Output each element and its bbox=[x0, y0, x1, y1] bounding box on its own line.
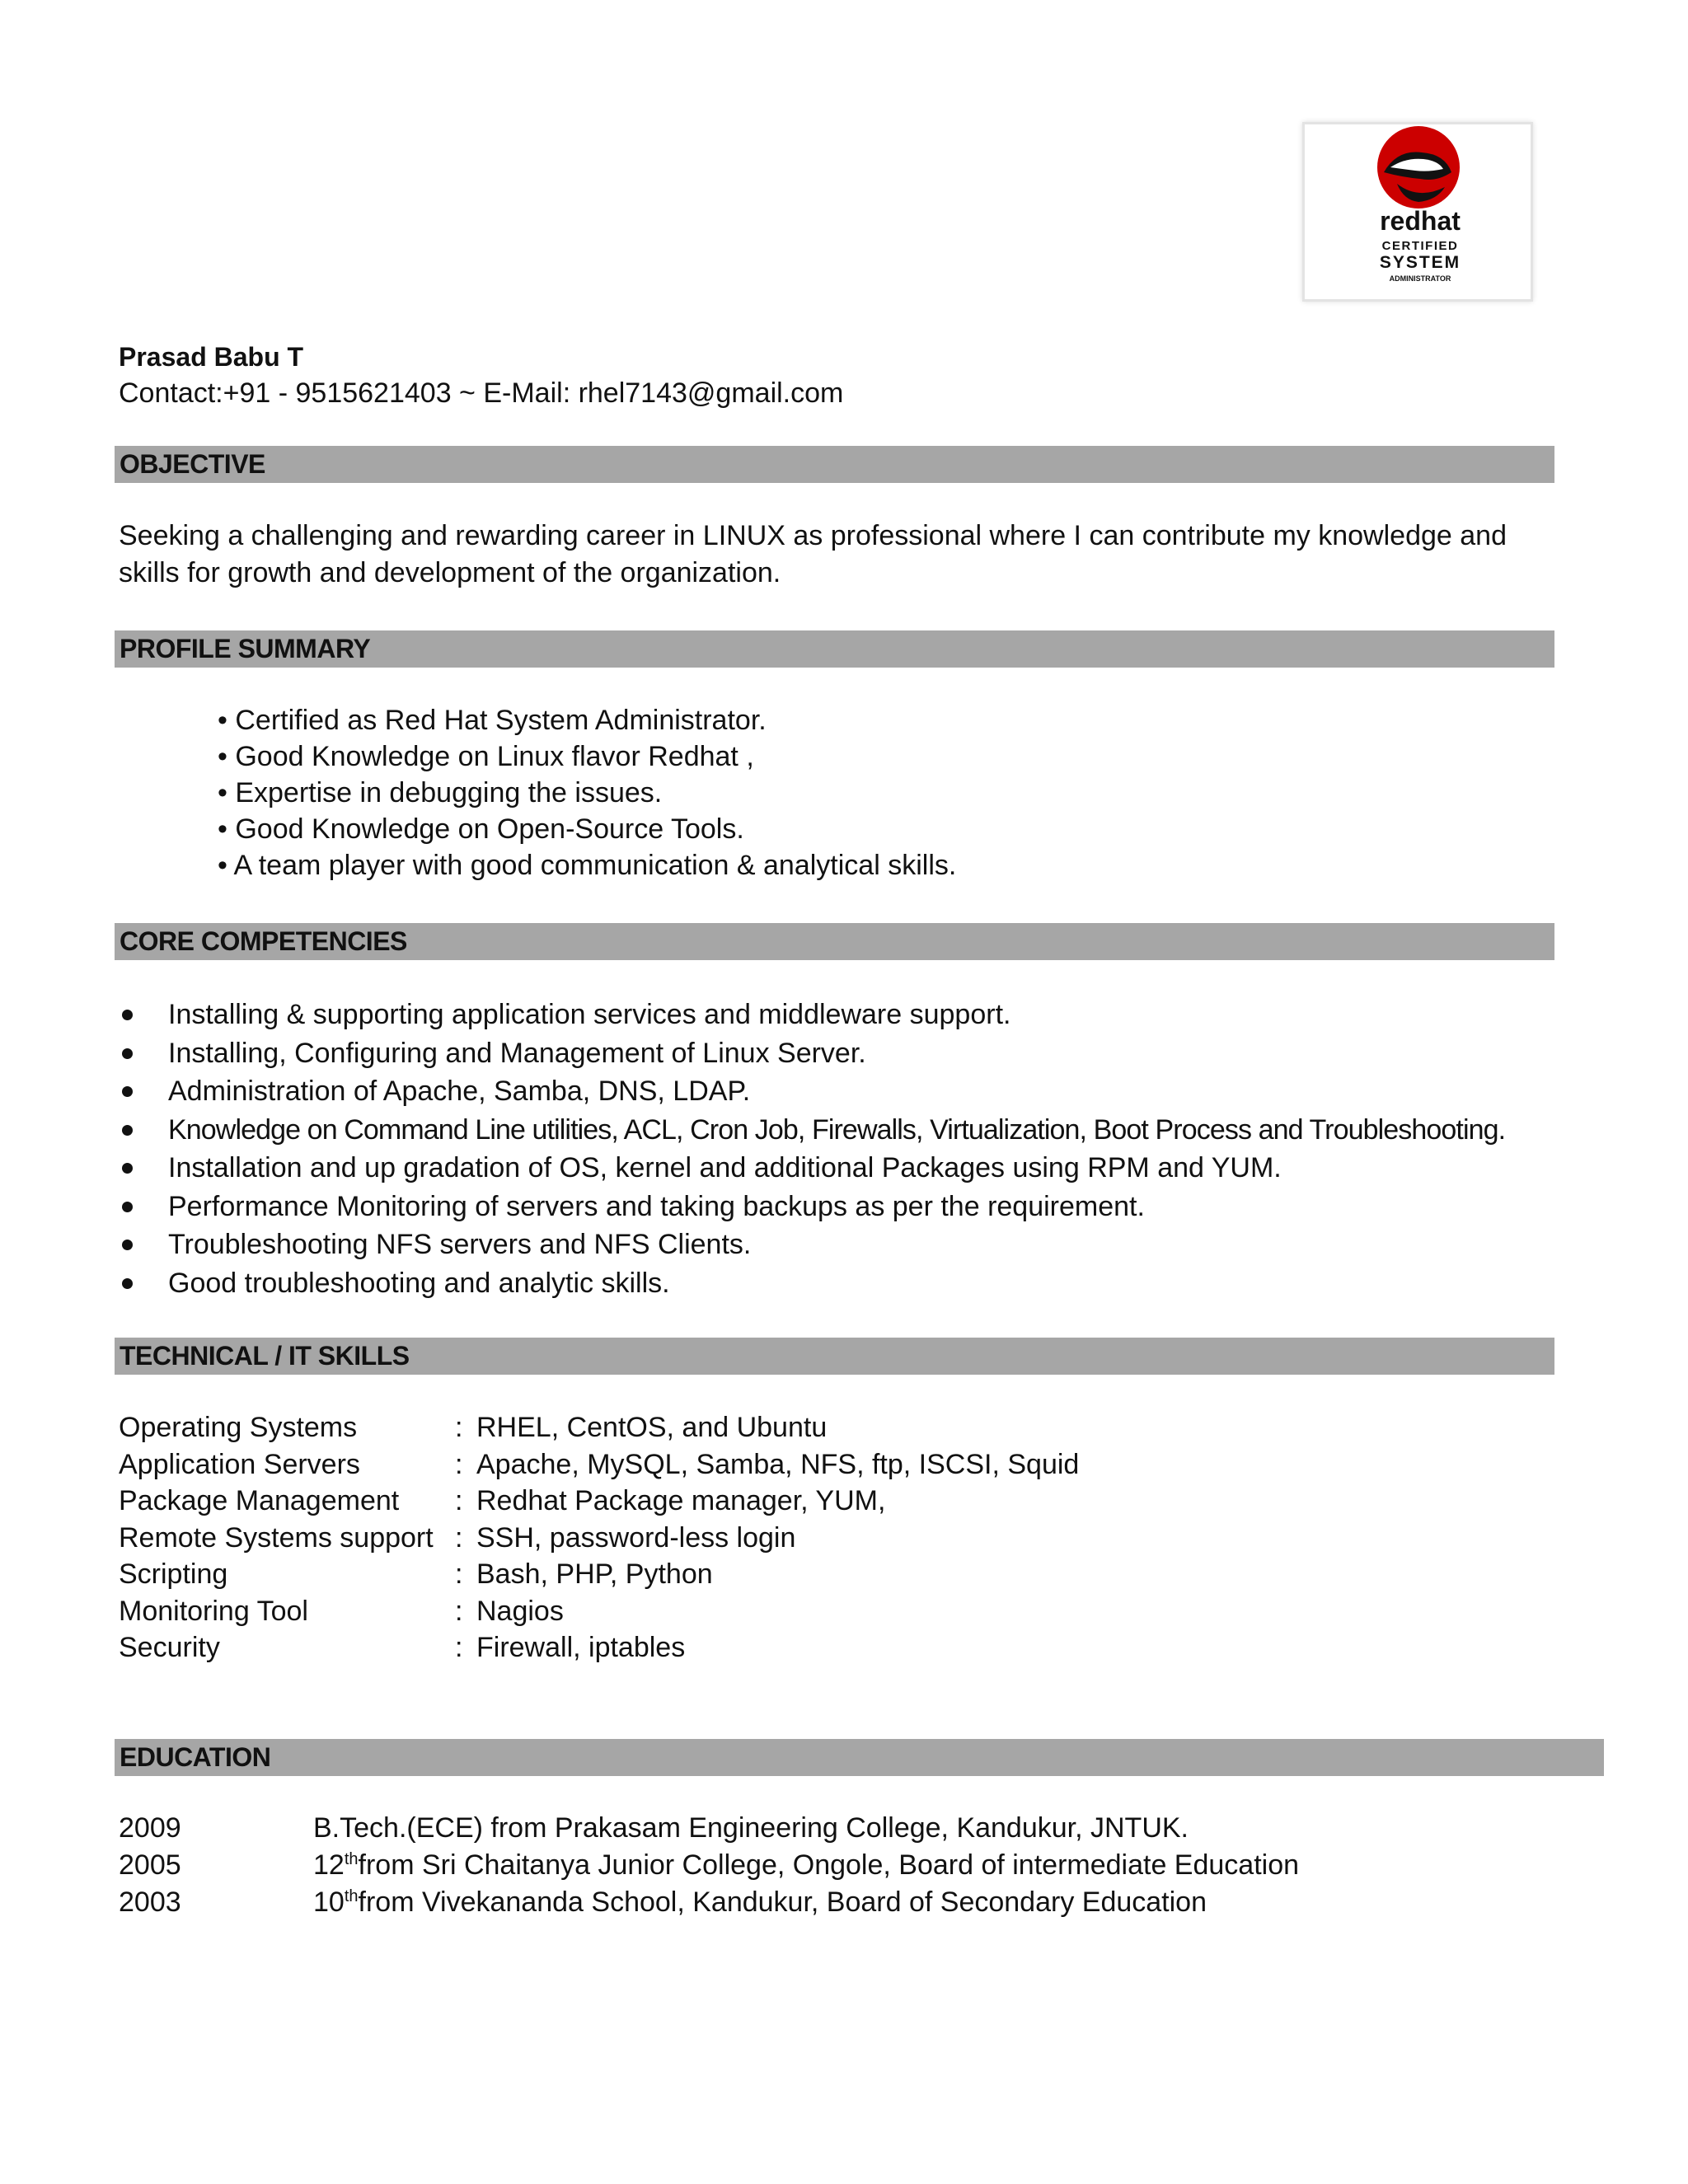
contact-line: Contact:+91 - 9515621403 ~ E-Mail: rhel7143@gmail.com bbox=[119, 377, 844, 409]
core-competencies-list bbox=[119, 996, 1505, 1302]
list-item: • A team player with good communication & analytical skills. bbox=[218, 850, 957, 881]
logo-line2: SYSTEM bbox=[1379, 253, 1461, 272]
bullet-icon bbox=[122, 1278, 133, 1289]
education-detail-text: from Vivekananda School, Kandukur, Board of Secondary Education bbox=[358, 1886, 1207, 1918]
technical-skills-header bbox=[115, 1338, 1554, 1375]
list-item bbox=[119, 1072, 1505, 1111]
skill-key: Scripting bbox=[119, 1558, 228, 1590]
list-item bbox=[119, 1111, 1505, 1150]
list-item bbox=[119, 996, 1505, 1034]
bullet-icon bbox=[122, 1048, 133, 1059]
education-detail bbox=[313, 1810, 1189, 1847]
skill-key: Operating Systems bbox=[119, 1412, 358, 1443]
skill-key: Application Servers bbox=[119, 1448, 360, 1480]
ordinal-suffix: th bbox=[344, 1887, 359, 1905]
education-header bbox=[115, 1739, 1604, 1776]
list-item: • Expertise in debugging the issues. bbox=[218, 777, 663, 808]
skill-separator: : bbox=[455, 1485, 463, 1516]
education-detail bbox=[313, 1884, 1207, 1921]
skill-value: Apache, MySQL, Samba, NFS, ftp, ISCSI, Squid bbox=[476, 1448, 1080, 1480]
core-competencies-title: CORE COMPETENCIES bbox=[120, 926, 407, 956]
ordinal-suffix: th bbox=[344, 1850, 359, 1868]
skill-key: Monitoring Tool bbox=[119, 1595, 308, 1627]
skill-separator: : bbox=[455, 1558, 463, 1590]
list-item: • Good Knowledge on Linux flavor Redhat , bbox=[218, 741, 754, 772]
redhat-certified-logo bbox=[1302, 122, 1533, 302]
education-detail-text: B.Tech.(ECE) from Prakasam Engineering College, Kandukur, JNTUK. bbox=[313, 1812, 1189, 1844]
list-item bbox=[119, 1034, 1505, 1073]
list-item-text: Installing & supporting application services and middleware support. bbox=[168, 999, 1011, 1030]
skill-key: Remote Systems support bbox=[119, 1521, 434, 1554]
list-item: • Certified as Red Hat System Administrator. bbox=[218, 705, 767, 736]
logo-line1: CERTIFIED bbox=[1381, 239, 1459, 253]
education-title: EDUCATION bbox=[120, 1742, 271, 1772]
skill-separator: : bbox=[455, 1521, 463, 1554]
list-item-text: Performance Monitoring of servers and taking backups as per the requirement. bbox=[168, 1190, 1145, 1222]
skill-value: RHEL, CentOS, and Ubuntu bbox=[476, 1412, 828, 1443]
bullet-icon bbox=[122, 1163, 133, 1174]
education-grade: 10 bbox=[313, 1886, 345, 1918]
list-item bbox=[119, 1264, 1505, 1303]
list-item: • Good Knowledge on Open-Source Tools. bbox=[218, 813, 744, 845]
education-year: 2009 bbox=[119, 1812, 181, 1844]
skill-value: Nagios bbox=[476, 1595, 564, 1627]
bullet-icon bbox=[122, 1202, 133, 1212]
technical-skills-title: TECHNICAL / IT SKILLS bbox=[120, 1341, 410, 1371]
objective-title: OBJECTIVE bbox=[120, 449, 265, 479]
list-item-text: Good troubleshooting and analytic skills. bbox=[168, 1267, 670, 1299]
list-item-text: Troubleshooting NFS servers and NFS Clients. bbox=[168, 1229, 752, 1260]
list-item-text: Installing, Configuring and Management of Linux Server. bbox=[168, 1037, 866, 1069]
list-item bbox=[119, 1226, 1505, 1264]
redhat-shadowman-icon bbox=[1305, 124, 1531, 299]
skill-value: Firewall, iptables bbox=[476, 1632, 686, 1663]
list-item-text: Installation and up gradation of OS, kernel and additional Packages using RPM and YUM. bbox=[168, 1152, 1282, 1183]
objective-header bbox=[115, 446, 1554, 483]
list-item bbox=[119, 1149, 1505, 1188]
education-year: 2005 bbox=[119, 1849, 181, 1881]
bullet-icon bbox=[122, 1010, 133, 1020]
bullet-icon bbox=[122, 1086, 133, 1097]
skill-key: Package Management bbox=[119, 1485, 400, 1516]
profile-summary-header bbox=[115, 630, 1554, 668]
bullet-icon bbox=[122, 1125, 133, 1136]
bullet-icon bbox=[122, 1240, 133, 1250]
education-grade: 12 bbox=[313, 1849, 345, 1881]
skill-separator: : bbox=[455, 1448, 463, 1480]
skill-value: Bash, PHP, Python bbox=[476, 1558, 713, 1590]
skill-key: Security bbox=[119, 1632, 220, 1663]
list-item-text: Knowledge on Command Line utilities, ACL, Cron Job, Firewalls, Virtualization, Boot Process and Troubleshooting. bbox=[168, 1113, 1506, 1146]
education-detail bbox=[313, 1847, 1299, 1884]
skill-value: Redhat Package manager, YUM, bbox=[476, 1485, 886, 1516]
education-detail-text: from Sri Chaitanya Junior College, Ongole, Board of intermediate Education bbox=[358, 1849, 1300, 1881]
skill-value: SSH, password-less login bbox=[476, 1521, 796, 1554]
education-year: 2003 bbox=[119, 1886, 181, 1918]
skill-separator: : bbox=[455, 1595, 463, 1627]
skill-separator: : bbox=[455, 1632, 463, 1663]
candidate-name: Prasad Babu T bbox=[119, 342, 304, 372]
list-item bbox=[119, 1188, 1505, 1226]
profile-summary-list bbox=[218, 702, 956, 883]
objective-text: Seeking a challenging and rewarding career in LINUX as professional where I can contribute my knowledge and skills for growth and development of the organization. bbox=[119, 520, 1507, 588]
logo-line3: ADMINISTRATOR bbox=[1389, 274, 1451, 283]
list-item-text: Administration of Apache, Samba, DNS, LDAP. bbox=[168, 1076, 751, 1107]
profile-summary-title: PROFILE SUMMARY bbox=[120, 634, 371, 663]
logo-brand: redhat bbox=[1380, 206, 1461, 236]
core-competencies-header bbox=[115, 923, 1554, 960]
skill-separator: : bbox=[455, 1412, 463, 1443]
